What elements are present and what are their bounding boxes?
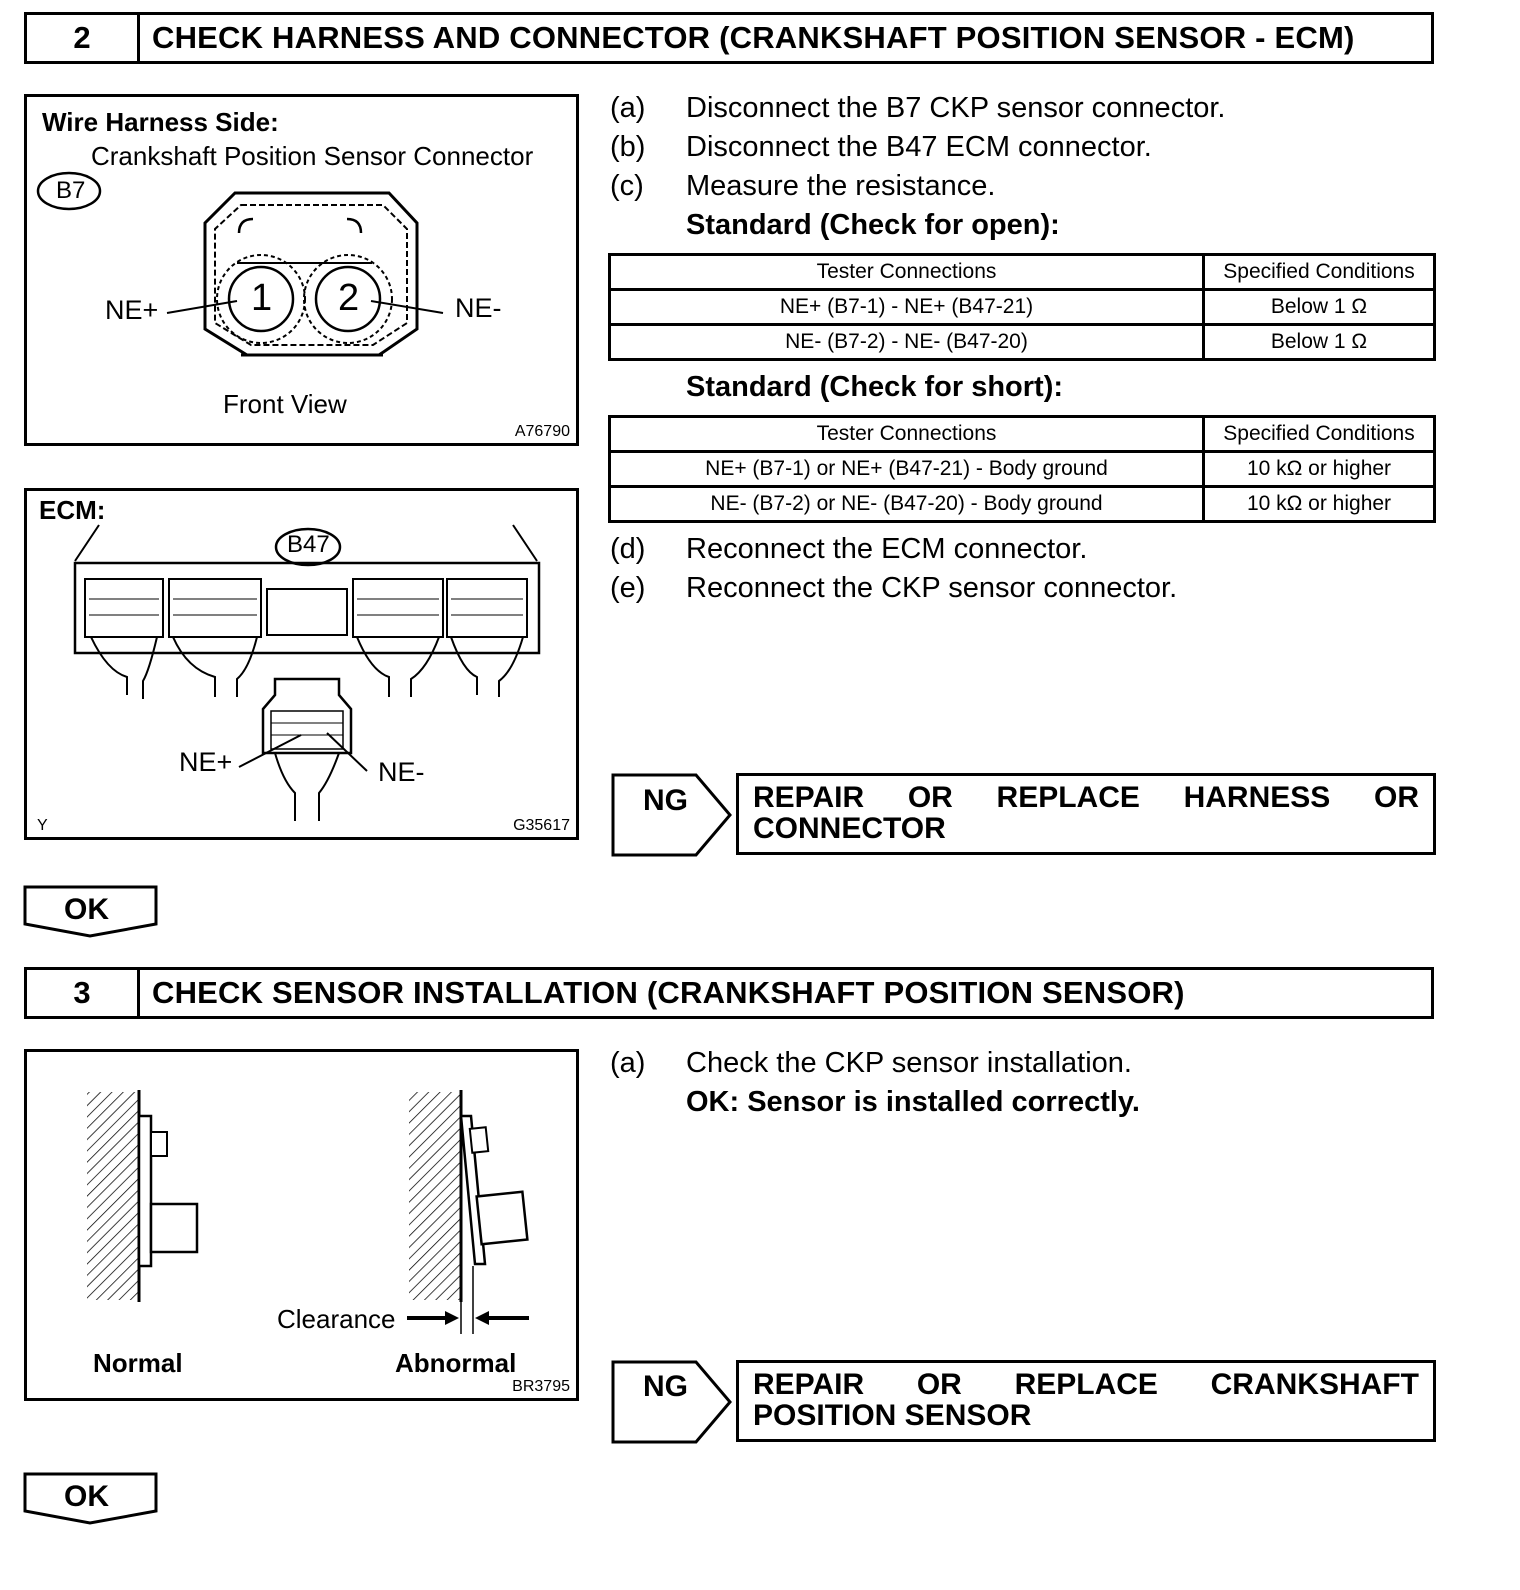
instruction-d — [610, 533, 1087, 566]
figure-subheading: Crankshaft Position Sensor Connector — [91, 141, 534, 171]
step-title: CHECK SENSOR INSTALLATION (CRANKSHAFT POSITION SENSOR) — [152, 975, 1185, 1010]
ng-action-word: REPAIR — [753, 1368, 865, 1401]
instruction-a — [610, 92, 1226, 125]
ng-action-word: HARNESS — [1183, 781, 1331, 814]
step-number: 2 — [27, 15, 140, 61]
table-cell: NE+ (B7-1) or NE+ (B47-21) - Body ground — [610, 452, 1204, 487]
ng-action-word: REPAIR — [753, 781, 865, 814]
ecm-figure — [24, 488, 579, 840]
ng-action-word: REPLACE — [996, 781, 1140, 814]
figure-corner-mark: Y — [37, 817, 48, 834]
table-row — [610, 487, 1435, 522]
sensor-installation-drawing — [27, 1052, 576, 1398]
standard-short-heading: Standard (Check for short): — [686, 371, 1064, 403]
ng-action-word: OR — [1374, 781, 1419, 814]
table-cell: 10 kΩ or higher — [1204, 487, 1435, 522]
step-3-header — [24, 967, 1434, 1019]
open-check-table — [608, 253, 1436, 361]
ng-action-word: REPLACE — [1014, 1368, 1158, 1401]
ne-minus-label: NE- — [378, 757, 425, 787]
table-cell: 10 kΩ or higher — [1204, 452, 1435, 487]
figure-code: BR3795 — [512, 1378, 570, 1395]
table-header-row — [610, 255, 1435, 290]
ng-action-box — [736, 1360, 1436, 1442]
instruction-a — [610, 1047, 1132, 1080]
instruction-letter: (a) — [610, 1047, 646, 1079]
ng-action-line-1 — [753, 782, 1419, 813]
ng-action-line-2: CONNECTOR — [753, 812, 946, 845]
instruction-text: Check the CKP sensor installation. — [686, 1047, 1132, 1079]
pin-2-label: 2 — [338, 277, 360, 319]
instruction-letter: (e) — [610, 572, 646, 604]
table-cell: Below 1 Ω — [1204, 325, 1435, 360]
short-check-table — [608, 415, 1436, 523]
table-cell: NE+ (B7-1) - NE+ (B47-21) — [610, 290, 1204, 325]
clearance-label: Clearance — [277, 1304, 396, 1334]
figure-heading: ECM: — [39, 495, 106, 525]
instruction-text: Disconnect the B47 ECM connector. — [686, 131, 1152, 163]
ng-label: NG — [643, 784, 688, 817]
step-number: 3 — [27, 970, 140, 1016]
harness-side-figure — [24, 94, 579, 446]
ok-label: OK — [64, 1480, 109, 1513]
connector-tag-b47: B47 — [287, 531, 330, 558]
instruction-e — [610, 572, 1177, 605]
table-cell: Below 1 Ω — [1204, 290, 1435, 325]
instruction-text: Reconnect the ECM connector. — [686, 533, 1088, 565]
table-header: Specified Conditions — [1204, 255, 1435, 290]
ng-action-line-1 — [753, 1369, 1419, 1400]
table-header: Specified Conditions — [1204, 417, 1435, 452]
table-row — [610, 452, 1435, 487]
standard-open-heading: Standard (Check for open): — [686, 209, 1060, 241]
instruction-letter: (b) — [610, 131, 646, 163]
front-view-caption: Front View — [223, 389, 347, 419]
ng-action-word: OR — [907, 781, 953, 814]
connector-tag-b7: B7 — [56, 177, 86, 204]
table-header: Tester Connections — [610, 417, 1204, 452]
figure-heading: Wire Harness Side: — [42, 107, 279, 137]
ok-criteria: OK: Sensor is installed correctly. — [686, 1086, 1140, 1118]
instruction-text: Disconnect the B7 CKP sensor connector. — [686, 92, 1226, 124]
ng-action-line-2: POSITION SENSOR — [753, 1399, 1032, 1432]
figure-code: G35617 — [513, 817, 570, 834]
ng-action-word: OR — [916, 1368, 962, 1401]
table-header-row — [610, 417, 1435, 452]
instruction-b — [610, 131, 1152, 164]
table-row — [610, 290, 1435, 325]
step-title: CHECK HARNESS AND CONNECTOR (CRANKSHAFT POSITION SENSOR - ECM) — [152, 20, 1355, 55]
table-row — [610, 325, 1435, 360]
table-header: Tester Connections — [610, 255, 1204, 290]
ne-minus-label: NE- — [455, 293, 502, 323]
ne-plus-label: NE+ — [179, 747, 233, 777]
instruction-c — [610, 170, 995, 203]
instruction-text: Reconnect the CKP sensor connector. — [686, 572, 1178, 604]
table-cell: NE- (B7-2) or NE- (B47-20) - Body ground — [610, 487, 1204, 522]
step-2-header — [24, 12, 1434, 64]
normal-label: Normal — [93, 1348, 183, 1378]
table-cell: NE- (B7-2) - NE- (B47-20) — [610, 325, 1204, 360]
ng-label: NG — [643, 1370, 688, 1403]
sensor-installation-figure — [24, 1049, 579, 1401]
ng-action-box — [736, 773, 1436, 855]
ng-action-word: CRANKSHAFT — [1210, 1368, 1419, 1401]
instruction-letter: (c) — [610, 170, 644, 202]
ne-plus-label: NE+ — [105, 295, 159, 325]
instruction-text: Measure the resistance. — [686, 170, 996, 202]
figure-code: A76790 — [514, 423, 570, 440]
instruction-letter: (d) — [610, 533, 646, 565]
abnormal-label: Abnormal — [395, 1348, 517, 1378]
ok-label: OK — [64, 893, 109, 926]
pin-1-label: 1 — [251, 277, 273, 319]
instruction-letter: (a) — [610, 92, 646, 124]
